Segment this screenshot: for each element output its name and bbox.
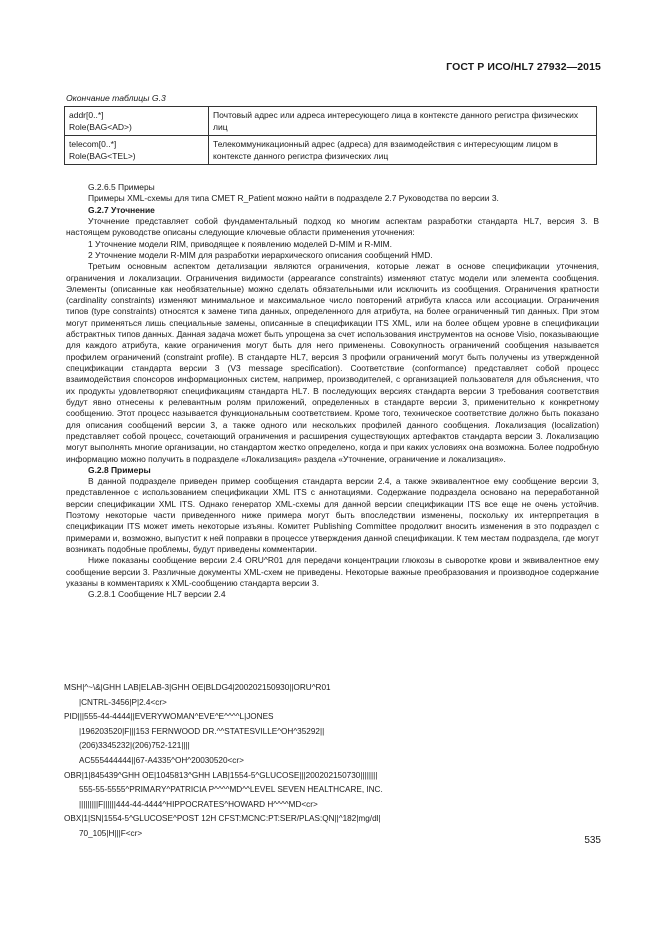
table-row [65, 107, 597, 136]
code-line: 70_105|H|||F<cr> [79, 828, 143, 838]
paragraph: Примеры XML-схемы для типа CMET R_Patient можно найти в подразделе 2.7 Руководства по версии 3. [88, 193, 499, 204]
attribute-role: Role(BAG<AD>) [69, 122, 132, 132]
section-heading: G.2.8 Примеры [88, 464, 151, 475]
code-line: OBR|1|845439^GHH OE|1045813^GHH LAB|1554-5^GLUCOSE|||200202150730|||||||| [64, 770, 378, 780]
table-row [65, 136, 597, 165]
body-text [66, 182, 599, 601]
list-item: 1 Уточнение модели RIM, приводящее к появлению моделей D-MIM и R-MIM. [88, 238, 393, 249]
code-line: (206)3345232|(206)752-121|||| [79, 741, 190, 751]
subsection-heading: G.2.8.1 Сообщение HL7 версии 2.4 [88, 589, 226, 600]
code-line: PID|||555-44-4444||EVERYWOMAN^EVE^E^^^^L|JONES [64, 712, 274, 722]
code-line: |196203520|F|||153 FERNWOOD DR.^^STATESVILLE^OH^35292|| [79, 726, 325, 736]
code-line: MSH|^~\&|GHH LAB|ELAB-3|GHH OE|BLDG4|200202150930||ORU^R01 [64, 683, 331, 692]
document-standard-header: ГОСТ Р ИСО/HL7 27932—2015 [446, 61, 601, 73]
hl7-message-code [64, 681, 597, 842]
paragraph: Уточнение представляет собой фундаментальный подход ко многим аспектам разработки стандарта HL7, версия 3. В настоящем руководстве описаны следующие ключевые области применения уточнения: [66, 215, 599, 238]
attribute-role: Role(BAG<TEL>) [69, 151, 136, 161]
section-number-heading: G.2.6.5 Примеры [88, 182, 155, 192]
code-line: |CNTRL-3456|P|2.4<cr> [79, 697, 167, 707]
paragraph: Ниже показаны сообщение версии 2.4 ORU^R01 для передачи концентрации глюкозы в сыворотке крови и эквивалентное ему сообщение версии 3. Различные документы XML-схем не приведены. Некоторые важные преобразования и производное содержание указаны в комментариях к XML-сообщению стандарта версии 3. [66, 555, 599, 588]
table-cell-attribute [65, 136, 209, 165]
table-caption: Окончание таблицы G.3 [66, 93, 166, 103]
code-line: 555-55-5555^PRIMARY^PATRICIA P^^^^MD^^LEVEL SEVEN HEALTHCARE, INC. [79, 785, 383, 795]
attributes-table [64, 106, 597, 165]
code-line: AC555444444||67-A4335^OH^20030520<cr> [79, 755, 244, 765]
page-number: 535 [584, 835, 601, 846]
code-line: |||||||||F||||||444-44-4444^HIPPOCRATES^HOWARD H^^^^MD<cr> [79, 799, 318, 809]
paragraph: В данной подразделе приведен пример сообщения стандарта версии 2.4, а также эквивалентное ему сообщение версии 3, представленное с использованием спецификации XML ITS с аннотациями. Содержание подраздела основано на переработанной версии спецификации XML ITS. Однако генератор XML-схемы для данной версии спецификации ITS все еще не очень устойчив. Поэтому некоторые части приведенного ниже примера могут быть впоследствии изменены, поскольку их интерпретация в спецификации ITS может иметь некоторые изъяны. Комитет Publishing Committee продолжит вносить изменения в это подраздел с примерами и, возможно, выпустит к ней поправки в процессе утверждения данной спецификации. К тем местам подраздела, где могут возникать подобные проблемы, будут приведены комментарии. [66, 476, 599, 554]
attribute-name: addr[0..*] [69, 110, 104, 120]
list-item: 2 Уточнение модели R-MIM для разработки иерархического описания сообщений HMD. [88, 249, 433, 260]
table-cell-description: Телекоммуникационный адрес (адреса) для взаимодействия с интересующим лицом в контексте данного регистра физических лиц [209, 136, 597, 165]
code-line: OBX|1|SN|1554-5^GLUCOSE^POST 12H CFST:MCNC:PT:SER/PLAS:QN||^182|mg/dl| [64, 814, 381, 824]
attribute-name: telecom[0..*] [69, 139, 117, 149]
table-cell-description: Почтовый адрес или адреса интересующего лица в контексте данного регистра физических лиц [209, 107, 597, 136]
table-cell-attribute [65, 107, 209, 136]
paragraph: Третьим основным аспектом детализации являются ограничения, которые лежат в основе спецификации уточнения, ограничения и локализации. Ограничения видимости (appearance constraints) изменяют статус модели или элемента сообщения. Элементы (описанные как необязательные) можно сделать обязательными или исключить из сообщения. Ограничения кратности (cardinality constraints) изменяют минимальное и максимальное число повторений атрибута класса или ассоциации. Ограничения типов (type constraints) относятся к замене типа данных, определенного для атрибута, на более ограниченный тип данных. При этом могут применяться лишь специальные замены, описанные в спецификации ITS XML, или на более общем уровне в спецификации абстрактных типов данных. Данная задача может быть упрощена за счет использования инструментов на основе Visio, показывающие для каждого атрибута, какие ограничения могут быть для него применены. Совокупность ограничений сообщения называется профилем ограничений (constraint profile). В стандарте HL7, версия 3 профили ограничений могут быть получены из утвержденной спецификации стандарта версии 3 (V3 message specification). Соответствие (conformance) представляет собой процесс взаимодействия спонсоров информационных систем, например, производителей, с организацией пользователя для объяснения, что их продукты удовлетворяют спецификациям стандарта HL7. В последующих версиях стандарта версии 3 требования соответствия будут явно отнесены к релевантным ролям приложений, определенных в стандарте версии 3, применительно к конкретному сообщению. Этот процесс называется функциональным соответствием. Кроме того, техническое соответствие должно быть показано для описания сообщений версии 3, а также одного или нескольких профилей данного сообщения. Локализация (localization) представляет собой процесс, сочетающий ограничения и расширения существующих артефактов стандарта версии 3. Локализацию могут выполнять многие организации, но стандартом жестко определено, когда и при каких условиях она возможна. Более подробную информацию можно получить в подразделе «Локализация» раздела «Уточнение, ограничение и локализация». [66, 261, 599, 464]
section-heading: G.2.7 Уточнение [88, 204, 155, 215]
